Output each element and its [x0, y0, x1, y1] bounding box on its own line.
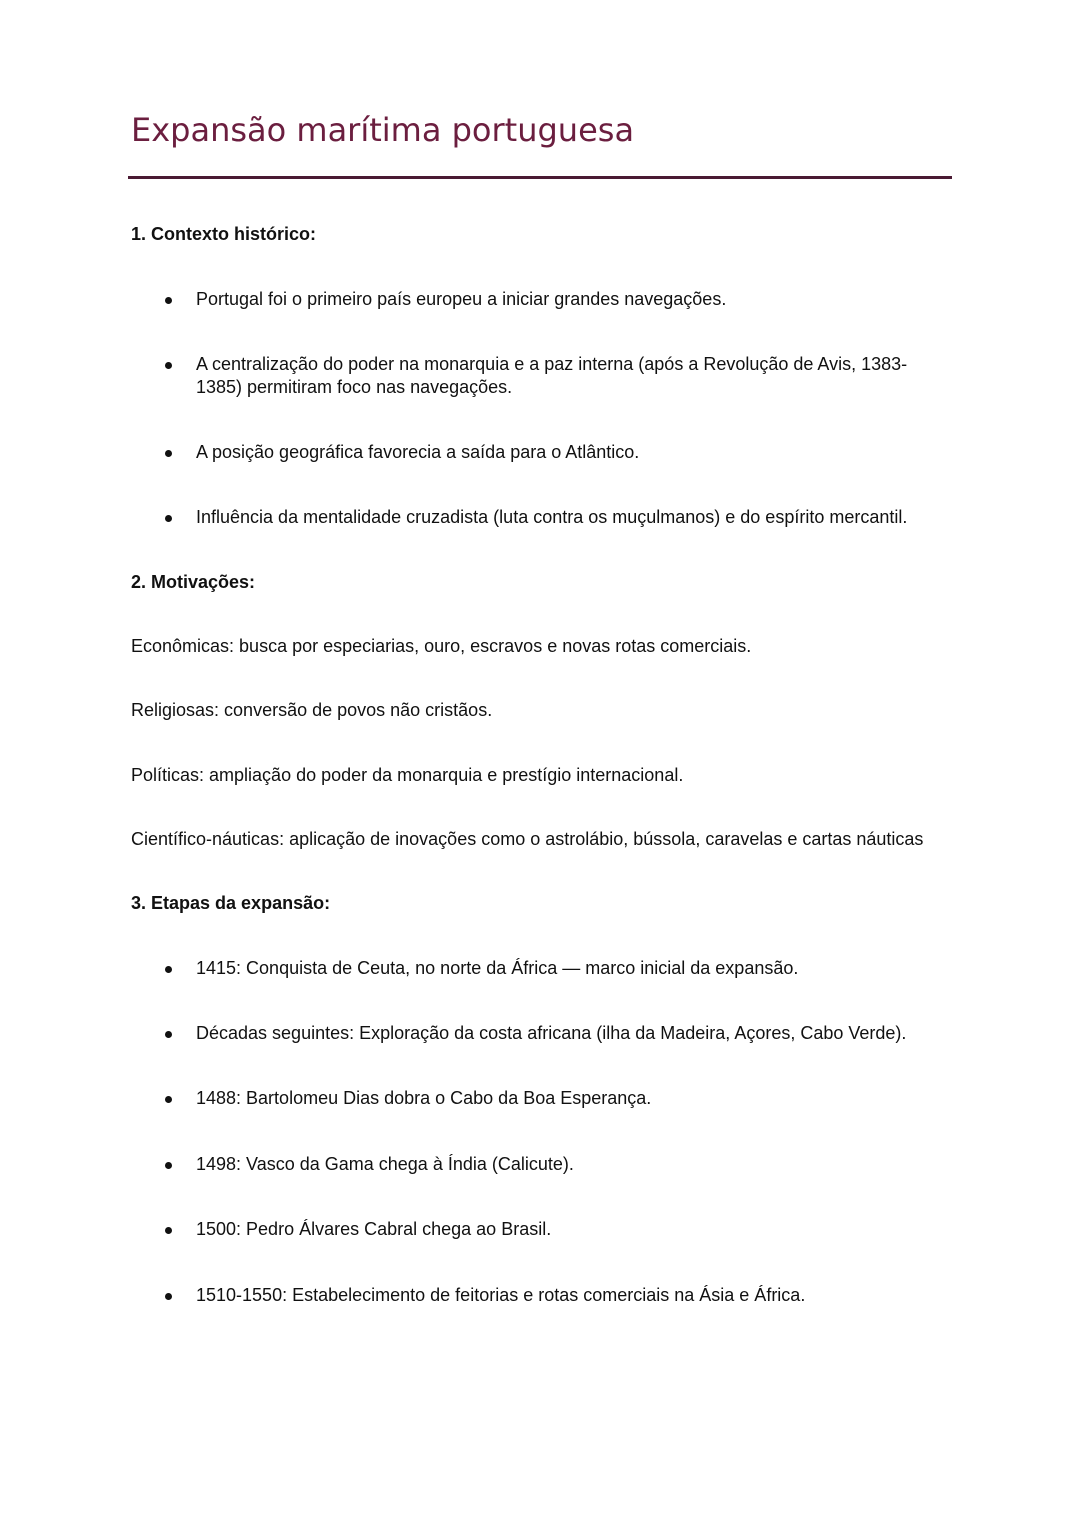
bullet-icon [165, 966, 172, 973]
section-heading-stages: 3. Etapas da expansão: [131, 893, 331, 913]
bullet-icon [165, 1162, 172, 1169]
document-title: Expansão marítima portuguesa [131, 111, 635, 149]
list-item [160, 1218, 940, 1241]
list-item [160, 353, 940, 399]
list-item [160, 1153, 940, 1176]
paragraph: Científico-náuticas: aplicação de inovações como o astrolábio, bússola, caravelas e cartas náuticas [131, 829, 924, 849]
bullet-icon [165, 450, 172, 457]
list-item-text: 1488: Bartolomeu Dias dobra o Cabo da Boa Esperança. [196, 1088, 652, 1108]
list-item [160, 957, 940, 980]
list-item [160, 1087, 940, 1110]
bullet-icon [165, 1096, 172, 1103]
section-heading-context: 1. Contexto histórico: [131, 224, 317, 244]
bullet-icon [165, 1227, 172, 1234]
paragraph: Religiosas: conversão de povos não cristãos. [131, 700, 493, 720]
bullet-icon [165, 1293, 172, 1300]
bullet-icon [165, 515, 172, 522]
bullet-icon [165, 362, 172, 369]
list-item [160, 441, 940, 464]
list-item-text: 1510-1550: Estabelecimento de feitorias e rotas comerciais na Ásia e África. [196, 1285, 806, 1305]
list-item-text: Influência da mentalidade cruzadista (luta contra os muçulmanos) e do espírito mercantil. [196, 507, 908, 527]
title-underline [128, 176, 952, 179]
section-heading-motivations: 2. Motivações: [131, 572, 256, 592]
list-item-text: 1500: Pedro Álvares Cabral chega ao Brasil. [196, 1219, 552, 1239]
list-item-text: 1415: Conquista de Ceuta, no norte da África — marco inicial da expansão. [196, 958, 799, 978]
list-item-text: Décadas seguintes: Exploração da costa africana (ilha da Madeira, Açores, Cabo Verde). [196, 1023, 907, 1043]
list-item [160, 288, 940, 311]
list-item [160, 1022, 940, 1045]
paragraph: Políticas: ampliação do poder da monarquia e prestígio internacional. [131, 765, 684, 785]
list-item [160, 1284, 940, 1307]
list-item [160, 506, 940, 529]
list-item-text: 1498: Vasco da Gama chega à Índia (Calicute). [196, 1154, 574, 1174]
paragraph: Econômicas: busca por especiarias, ouro, escravos e novas rotas comerciais. [131, 636, 752, 656]
bullet-icon [165, 1031, 172, 1038]
list-item-text: Portugal foi o primeiro país europeu a iniciar grandes navegações. [196, 289, 727, 309]
list-item-text: A posição geográfica favorecia a saída para o Atlântico. [196, 442, 640, 462]
bullet-icon [165, 297, 172, 304]
list-item-text: A centralização do poder na monarquia e a paz interna (após a Revolução de Avis, 1383-1385) permitiram foco nas navegações. [196, 354, 908, 397]
